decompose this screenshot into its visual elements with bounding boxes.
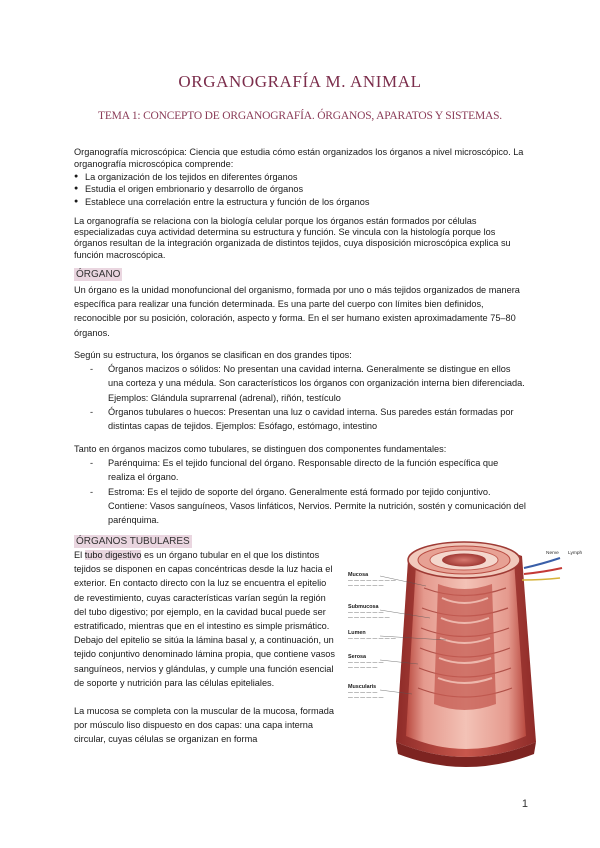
figure-label-muscularis: Muscularis: [348, 684, 377, 690]
organo-types-intro: Según su estructura, los órganos se clasifican en dos grandes tipos:: [74, 350, 352, 360]
svg-text:— — — — — — — —: — — — — — — — —: [348, 637, 396, 642]
organo-components-section: [74, 442, 526, 527]
page-number: 1: [521, 798, 528, 810]
organo-type-item: - Órganos tubulares o huecos: Presentan una luz o cavidad interna. Sus paredes están formadas por distintas capas de tejidos. Ejemplos: Esófago, estómago, intestino: [74, 405, 526, 433]
section-heading-tubulares: ÓRGANOS TUBULARES: [76, 536, 190, 547]
tubulares-paragraph-2: La mucosa se completa con la muscular de la mucosa, formada por músculo liso dispuesto en dos capas: una capa interna circular, cuyas células se organizan en forma: [74, 706, 334, 745]
organo-components-list: [74, 456, 526, 527]
organo-definition-text: Un órgano es la unidad monofuncional del organismo, formada por uno o más tejidos organizados de manera específica para realizar una función determinada. Es una parte del cuerpo con límites bien definidos, reconocible por su posición, coloración, aspecto y forma. En el ser humano existen aproximadamente 75–80 órganos.: [74, 285, 520, 338]
tubulares-paragraph-1: [74, 548, 336, 690]
intro-bullet: ● Estudia el origen embrionario y desarrollo de órganos: [74, 183, 526, 195]
tubulares-text: [74, 548, 336, 747]
organo-components-intro: Tanto en órganos macizos como tubulares, se distinguen dos componentes fundamentales:: [74, 444, 447, 454]
intro-definition: Organografía microscópica: Ciencia que estudia cómo están organizados los órganos a nivel microscópico. La organografía microscópica comprende:: [74, 147, 524, 170]
figure-label-lymph: Lymph: [568, 551, 583, 556]
svg-text:— — — — — —: — — — — — —: [348, 584, 384, 589]
organo-component-item: - Estroma: Es el tejido de soporte del órgano. Generalmente está formado por tejido conjuntivo. Contiene: Vasos sanguíneos, Vasos linfáticos, Nervios. Permite la nutrición, sostén y comunicación del parénquima.: [74, 485, 526, 528]
figure-label-nerve: Nerve: [546, 551, 559, 556]
intro-bullet: ● La organización de los tejidos en diferentes órganos: [74, 171, 526, 183]
figure-label-lumen: Lumen: [348, 630, 366, 636]
svg-text:— — — — — —: — — — — — —: [348, 611, 384, 616]
document-subtitle: TEMA 1: CONCEPTO DE ORGANOGRAFÍA. ÓRGANOS, APARATOS Y SISTEMAS.: [98, 110, 502, 122]
intro-bullet-list: [74, 171, 526, 208]
text-run: El: [74, 550, 85, 560]
svg-text:— — — — — — — —: — — — — — — — —: [348, 579, 396, 584]
digestive-tube-illustration: [346, 528, 586, 774]
figure-label-mucosa: Mucosa: [348, 572, 369, 578]
organo-definition: [74, 283, 526, 340]
svg-text:— — — — — —: — — — — — —: [348, 696, 384, 701]
figure-label-serosa: Serosa: [348, 654, 366, 660]
document-title: ORGANOGRAFÍA M. ANIMAL: [178, 72, 422, 91]
organo-types-section: [74, 348, 526, 433]
organo-type-item: - Órganos macizos o sólidos: No presentan una cavidad interna. Generalmente se distingue en ellos una corteza y una médula. Son característicos los órganos con organización interna bien diferenciada. Ejemplos: Glándula suprarrenal (adrenal), riñón, testículo: [74, 362, 526, 405]
intro-paragraph: [74, 216, 526, 261]
intro-relation-text: La organografía se relaciona con la biología celular porque los órganos están formados por células especializadas cuya actividad determina su estructura y función. Se vincula con la histología porque los órganos resultan de la integración organizada de distintos tejidos, cuya disposición microscópica explica su función macroscópica.: [74, 216, 511, 260]
section-heading-organo: ÓRGANO: [76, 269, 121, 280]
svg-text:— — — — — —: — — — — — —: [348, 661, 384, 666]
organo-component-item: - Parénquima: Es el tejido funcional del órgano. Responsable directo de la función específica que realiza el órgano.: [74, 456, 526, 484]
figure-label-submucosa: Submucosa: [348, 604, 379, 610]
svg-text:— — — — —: — — — — —: [348, 691, 378, 696]
highlighted-term: tubo digestivo: [84, 550, 142, 560]
intro-section: [74, 146, 526, 208]
svg-text:— — — — — — —: — — — — — — —: [348, 616, 390, 621]
text-run: es un órgano tubular en el que los distintos tejidos se disponen en capas concéntricas desde la luz hacia el exterior. En contacto directo con la luz se encuentra el epitelio de revestimiento, cuyas características varían según la región del tubo digestivo; por ejemplo, en la cavidad bucal puede ser estratificado, mientras que en el intestino es simple prismático. Debajo del epitelio se sitúa la lámina basal y, a continuación, un tejido conjuntivo denominado lámina propia, que contiene vasos sanguíneos, nervios y glándulas, y cumple una función esencial de soporte y nutrición para las células epiteliales.: [74, 550, 335, 688]
intro-bullet: ● Establece una correlación entre la estructura y función de los órganos: [74, 196, 526, 208]
svg-text:— — — — —: — — — — —: [348, 666, 378, 671]
organo-types-list: [74, 362, 526, 433]
